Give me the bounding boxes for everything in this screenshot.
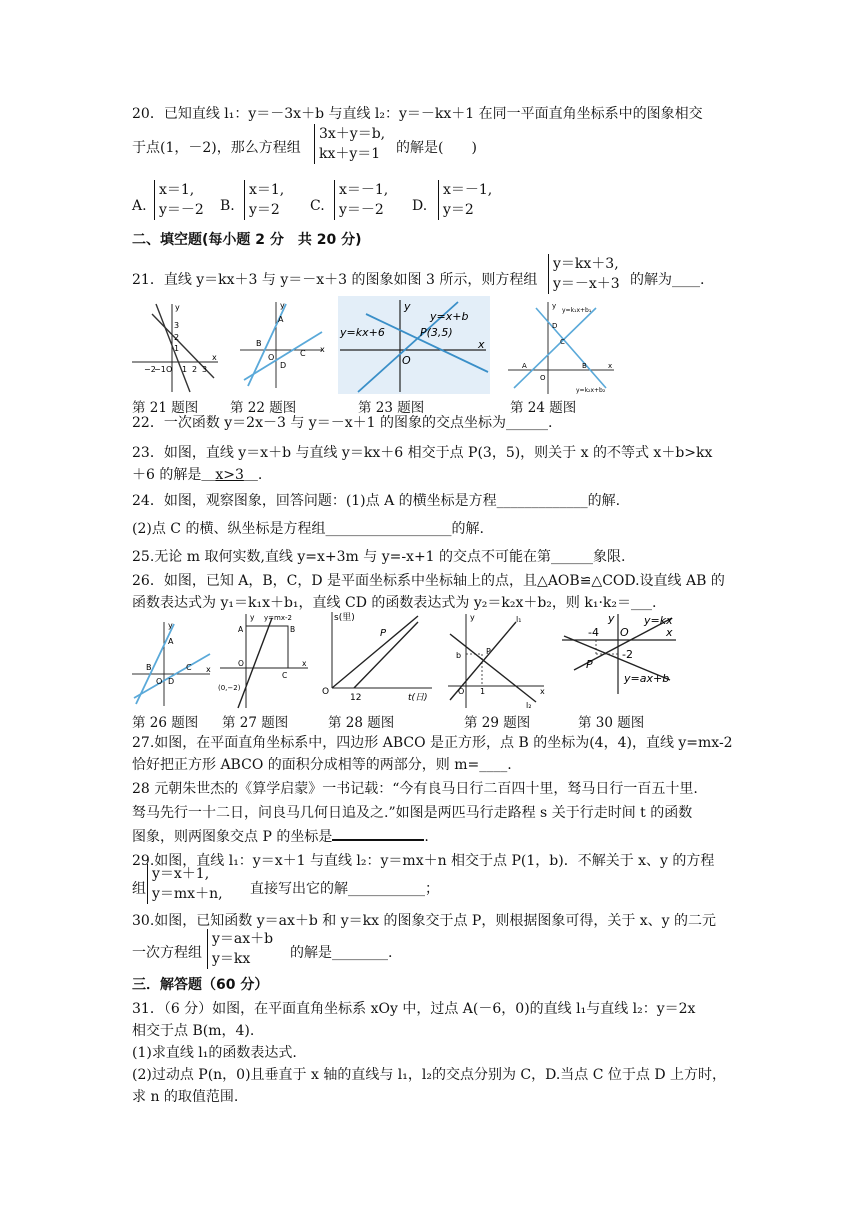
fig23-label: x (478, 338, 485, 351)
fig29-label: y (470, 613, 475, 622)
q31-line2: 相交于点 B(m，4). (132, 1023, 255, 1039)
q23-answer: x>3 (215, 467, 244, 483)
fig23-label: y=kx+6 (340, 326, 385, 339)
fig21-label: 3 (202, 365, 208, 374)
fig28-label: t(日) (408, 693, 428, 703)
fig24-label: B (582, 362, 587, 370)
q31-line4: (2)过动点 P(n，0)且垂直于 x 轴的直线与 l₁，l₂的交点分别为 C，D.当点 C 位于点 D 上方时， (132, 1067, 727, 1083)
fig21-label: −2 (144, 365, 156, 374)
fig27-label: (0,−2) (218, 684, 241, 692)
q20-option-b-x: x＝1, (249, 182, 285, 198)
fig26-label: A (168, 637, 174, 646)
figure-22 (236, 298, 328, 393)
fig27-label: y (250, 613, 255, 622)
fig26-label: C (186, 663, 192, 672)
q20-option-d-label: D. (412, 198, 428, 214)
fig27-label: y=mx-2 (264, 614, 292, 622)
fig22-label: O (268, 353, 275, 362)
q29-eq1: y＝x＋1, (152, 866, 210, 882)
fig29-label: b (456, 651, 462, 660)
fig24-label: x (608, 362, 613, 370)
fig26-label: O (156, 677, 163, 686)
fig28-label: 12 (350, 693, 362, 703)
q20-option-a-y: y＝－2 (159, 202, 204, 218)
q30-line2b: 的解是________. (290, 945, 393, 961)
q21-eq1: y＝kx＋3, (553, 256, 619, 272)
q24-line2: (2)点 C 的横、纵坐标是方程组__________________的解. (132, 521, 484, 537)
fig21-label: y (175, 303, 180, 312)
fig29-label: l₁ (516, 615, 522, 624)
fig24-label: C (560, 338, 565, 346)
figure-28 (318, 608, 436, 712)
fig22-label: A (278, 315, 284, 324)
q30-eq2: y＝kx (212, 951, 251, 967)
q20-option-a (154, 180, 204, 220)
q27-line1: 27.如图，在平面直角坐标系中，四边形 ABCO 是正方形，点 B 的坐标为(4，4)，直线 y=mx-2 (132, 735, 733, 751)
q29-eq2: y＝mx＋n, (152, 886, 223, 902)
fig26-label: D (168, 677, 175, 686)
fig24-label: y (552, 302, 557, 310)
q26-line1: 26．如图，已知 A，B，C，D 是平面坐标系中坐标轴上的点，且△AOB≌△COD.设直线 AB 的 (132, 573, 725, 589)
q20-option-a-x: x＝1, (159, 182, 195, 198)
figure-23 (338, 296, 490, 394)
fig27-label: O (238, 659, 244, 668)
fig21-label: 2 (192, 365, 198, 374)
figure-30-caption: 第 30 题图 (578, 715, 645, 731)
q30-line1: 30.如图，已知函数 y＝ax＋b 和 y＝kx 的图象交于点 P，则根据图象可得，关于 x、y 的二元 (132, 913, 717, 929)
fig30-label: y=ax+b (624, 672, 670, 685)
fig29-label: O (458, 687, 465, 696)
figure-21 (130, 300, 220, 395)
q20-option-d (438, 180, 492, 220)
fig24-label: y=k₁x+b₁ (562, 307, 592, 314)
q21-text-a: 21．直线 y＝kx＋3 与 y＝－x＋3 的图象如图 3 所示，则方程组 (132, 272, 538, 288)
q30-eq1: y＝ax＋b (212, 931, 274, 947)
fig21-label: O (166, 365, 173, 374)
fig23-label: y=x+b (430, 310, 469, 323)
q20-option-a-label: A. (132, 198, 147, 214)
q28-line3-text: 图象，则两图象交点 P 的坐标是 (132, 829, 333, 845)
q23-line2b: ＿. (243, 467, 263, 483)
q20-option-c-x: x＝－1, (339, 182, 389, 198)
q20-option-d-x: x＝－1, (443, 182, 493, 198)
q29-line1: 29.如图，直线 l₁：y＝x＋1 与直线 l₂：y＝mx＋n 相交于点 P(1，b)．不解关于 x、y 的方程 (132, 853, 715, 869)
q29-system (147, 864, 223, 904)
q20-option-c-label: C. (310, 198, 325, 214)
fig21-label: 3 (174, 321, 180, 330)
fig29-label: P (486, 647, 491, 656)
q20-line1: 20．已知直线 l₁：y＝－3x＋b 与直线 l₂：y＝－kx＋1 在同一平面直角坐标系中的图象相交 (132, 106, 703, 122)
fig26-label: B (146, 663, 152, 672)
figure-29-caption: 第 29 题图 (464, 715, 531, 731)
fig23-label: O (402, 354, 411, 367)
fig27-label: A (238, 625, 244, 634)
q29-line2a: 组 (132, 881, 146, 897)
q23-line1: 23．如图，直线 y＝x＋b 与直线 y＝kx＋6 相交于点 P(3，5)，则关于 x 的不等式 x＋b>kx (132, 445, 713, 461)
fig22-label: y (280, 301, 285, 310)
section-3-heading: 三．解答题（60 分） (132, 977, 269, 993)
q20-eq1: 3x＋y＝b, (319, 126, 386, 142)
fig23-label: P(3,5) (420, 326, 453, 339)
q27-line2: 恰好把正方形 ABCO 的面积分成相等的两部分，则 m=____. (132, 757, 512, 773)
fig30-label: x (666, 626, 673, 639)
figure-27-caption: 第 27 题图 (222, 715, 289, 731)
fig28-label: s(里) (334, 613, 355, 623)
q21-system (548, 254, 620, 294)
q24-line1: 24．如图，观察图象，回答问题：(1)点 A 的横坐标是方程_____________的解. (132, 493, 621, 509)
q20-system (314, 124, 385, 164)
q29-line2b: 直接写出它的解___________； (250, 881, 439, 897)
fig26-label: x (206, 665, 211, 674)
fig23-label: y (404, 300, 411, 313)
figure-24-caption: 第 24 题图 (510, 400, 577, 416)
fig28-label: P (380, 628, 387, 639)
q28-line3: 图象，则两图象交点 P 的坐标是 . (132, 829, 429, 845)
fig21-label: 2 (174, 333, 180, 342)
fig26-label: y (168, 621, 173, 630)
figure-30 (560, 610, 680, 696)
figure-27 (216, 610, 312, 710)
q20-line2a: 于点(1，－2)，那么方程组 (132, 140, 301, 156)
fig24-label: y=k₂x+b₂ (576, 387, 606, 394)
q20-option-c (334, 180, 388, 220)
fig21-label: −1 (154, 365, 166, 374)
fig28-label: O (322, 687, 330, 697)
figure-22-caption: 第 22 题图 (230, 400, 297, 416)
q28-line1: 28 元朝朱世杰的《算学启蒙》一书记载：“今有良马日行二百四十里，驽马日行一百五十里. (132, 781, 698, 797)
fig22-label: x (320, 345, 325, 354)
fig30-label: y=kx (644, 614, 673, 627)
fig30-label: P (586, 658, 593, 671)
fig27-label: B (290, 625, 296, 634)
q20-option-b-label: B. (220, 198, 235, 214)
figure-26 (128, 618, 214, 708)
fig21-label: 1 (174, 344, 180, 353)
q22: 22．一次函数 y＝2x－3 与 y＝－x＋1 的图象的交点坐标为______. (132, 415, 553, 431)
figure-23-caption: 第 23 题图 (358, 400, 425, 416)
fig24-label: A (522, 362, 527, 370)
q20-option-c-y: y＝－2 (339, 202, 384, 218)
q21-eq2: y＝－x＋3 (553, 276, 620, 292)
fig27-label: C (282, 671, 288, 680)
figure-26-caption: 第 26 题图 (132, 715, 199, 731)
figure-24 (506, 298, 618, 396)
q28-line2: 驽马先行一十二日，问良马几何日追及之.”如图是两匹马行走路程 s 关于行走时间 t 的函数 (132, 805, 693, 821)
q25: 25.无论 m 取何实数,直线 y=x+3m 与 y=-x+1 的交点不可能在第______象限. (132, 549, 626, 565)
q23-line2 (132, 465, 262, 485)
fig30-label: -2 (622, 648, 633, 661)
q31-line5: 求 n 的取值范围. (132, 1089, 239, 1105)
q20-eq2: kx＋y＝1 (319, 146, 381, 162)
fig24-label: D (552, 322, 558, 330)
q21-text-b: 的解为____. (630, 272, 705, 288)
q20-option-b (244, 180, 284, 220)
fig30-label: -4 (588, 626, 599, 639)
figure-21-caption: 第 21 题图 (132, 400, 199, 416)
q26-line2: 函数表达式为 y₁＝k₁x＋b₁，直线 CD 的函数表达式为 y₂＝k₂x＋b₂，则 k₁·k₂＝___. (132, 595, 657, 611)
fig29-label: 1 (480, 687, 486, 696)
fig21-label: x (212, 353, 217, 362)
fig22-label: C (300, 349, 306, 358)
fig29-label: l₂ (526, 701, 532, 710)
fig22-label: B (256, 339, 262, 348)
q30-line2a: 一次方程组 (132, 945, 202, 961)
q30-system (207, 929, 273, 969)
fig27-label: x (302, 659, 307, 668)
fig29-label: x (540, 687, 545, 696)
fig22-label: D (280, 361, 287, 370)
q20-option-d-y: y＝2 (443, 202, 474, 218)
q28-answer-blank (332, 839, 424, 841)
figure-28-caption: 第 28 题图 (328, 715, 395, 731)
q31-line3: (1)求直线 l₁的函数表达式. (132, 1045, 297, 1061)
q23-line2a: ＋6 的解是＿ (132, 467, 216, 483)
section-2-heading: 二、填空题(每小题 2 分 共 20 分) (132, 232, 362, 248)
q20-option-b-y: y＝2 (249, 202, 280, 218)
fig30-label: O (620, 626, 629, 639)
q31-line1: 31．（6 分）如图，在平面直角坐标系 xOy 中，过点 A(－6，0)的直线 l₁与直线 l₂：y＝2x (132, 1001, 696, 1017)
fig24-label: O (540, 374, 546, 382)
q20-line2b: 的解是( ) (396, 140, 477, 156)
figure-29 (446, 610, 548, 710)
fig21-label: 1 (182, 365, 188, 374)
fig30-label: y (608, 612, 615, 625)
